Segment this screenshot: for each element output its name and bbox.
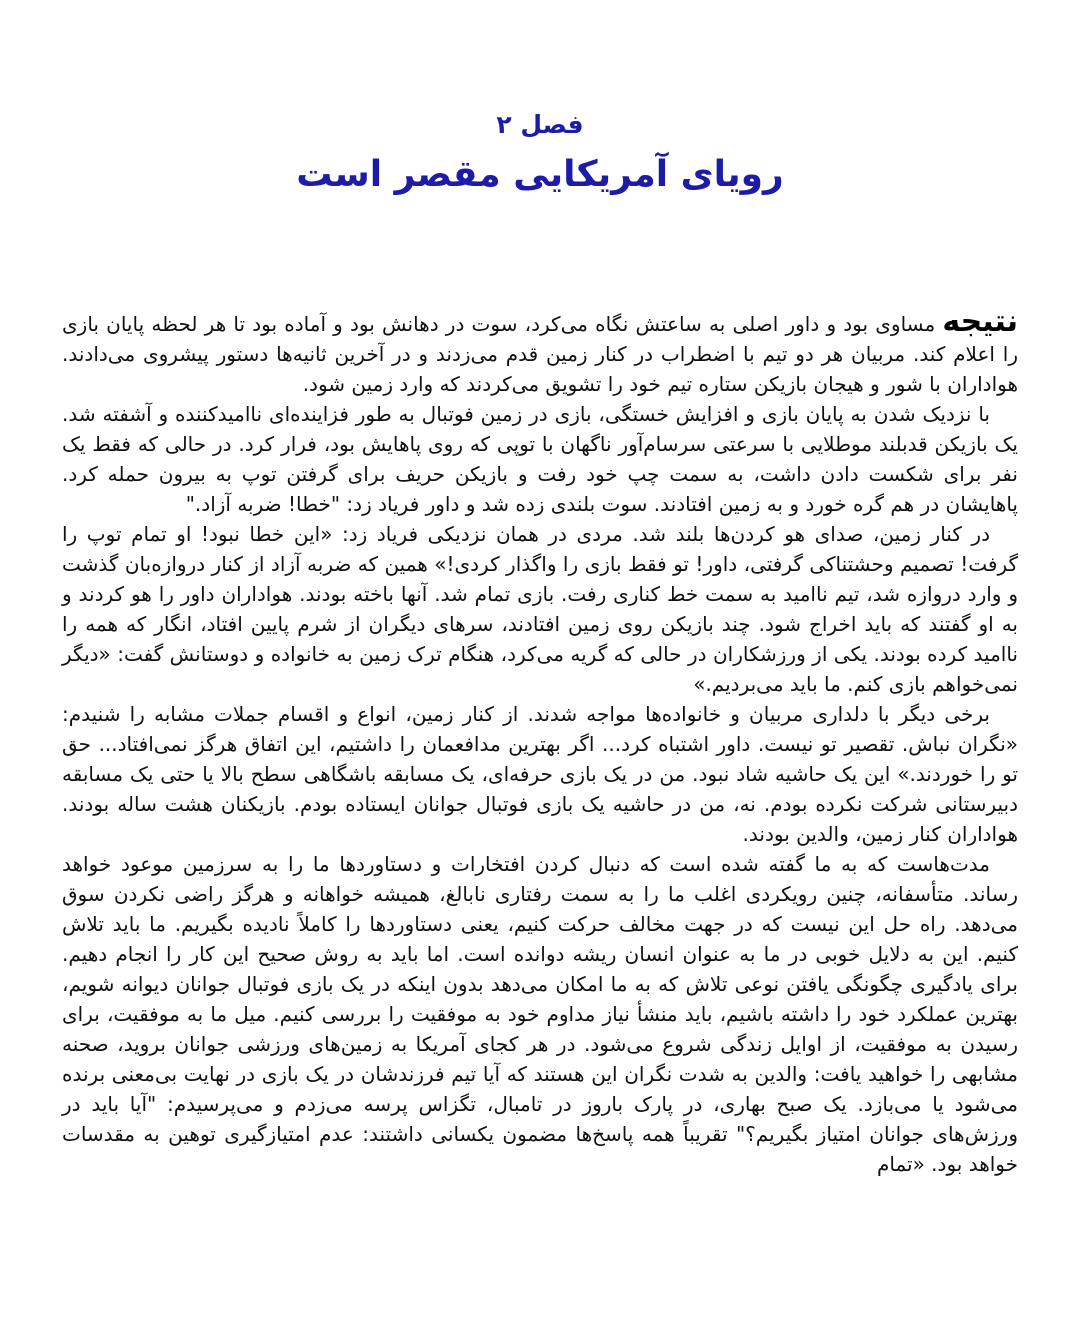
paragraph: با نزدیک شدن به پایان بازی و افزایش خستگی، بازی در زمین فوتبال به طور فزاینده‌ای ناامیدکننده و آشفته شد. یک بازیکن قدبلند موطلایی با سرعتی سرسام‌آور ناگهان با توپی که روی پاهایش بود، فرار کرد. در حالی که فقط یک نفر برای شکست دادن داشت، به سمت چپ خود رفت و بازیکن حریف برای گرفتن توپ به بیرون حمله کرد. پاهایشان در هم گره خورد و به زمین افتادند. سوت بلندی زده شد و داور فریاد زد: "خطا! ضربه آزاد." <box>62 402 1018 516</box>
body-text <box>62 304 1018 1179</box>
paragraph: نتیجه مساوی بود و داور اصلی به ساعتش نگاه می‌کرد، سوت در دهانش بود و آماده بود تا هر لحظه پایان بازی را اعلام کند. مربیان هر دو تیم با اضطراب در کنار زمین قدم می‌زدند و در آخرین ثانیه‌ها دستور پیشروی می‌دادند. هواداران با شور و هیجان بازیکن ستاره تیم خود را تشویق می‌کردند که وارد زمین شود. <box>62 304 1018 396</box>
page-title: رویای آمریکایی مقصر است <box>296 154 784 195</box>
paragraph: در کنار زمین، صدای هو کردن‌ها بلند شد. مردی در همان نزدیکی فریاد زد: «این خطا نبود! او تمام توپ را گرفت! تصمیم وحشتناکی گرفتی، داور! تو فقط بازی را واگذار کردی!» همین که ضربه آزاد از کنار دروازه‌بان گذشت و وارد دروازه شد، تیم ناامید به سمت خط کناری رفت. بازی تمام شد. آنها باخته بودند. هواداران داور را هو کردند و به او گفتند که باید اخراج شود. چند بازیکن روی زمین افتادند، سرهای دیگران از شرم پایین افتاد، انگار که همه را ناامید کرده بودند. یکی از ورزشکاران در حالی که گریه می‌کرد، هنگام ترک زمین به خانواده و دوستانش گفت: «دیگر نمی‌خواهم بازی کنم. ما باید می‌بردیم.» <box>62 522 1018 696</box>
paragraph: مدت‌هاست که به ما گفته شده است که دنبال کردن افتخارات و دستاوردها ما را به سرزمین موعود خواهد رساند. متأسفانه، چنین رویکردی اغلب ما را به سمت رفتاری نابالغ، همیشه خواهانه و هرگز راضی نکردن سوق می‌دهد. راه حل این نیست که در جهت مخالف حرکت کنیم، یعنی دستاوردها را کاملاً نادیده بگیریم. ما باید تلاش کنیم. این به دلایل خوبی در ما به عنوان انسان ریشه دوانده است. اما باید به روش صحیح این کار را انجام دهیم. برای یادگیری چگونگی یافتن نوعی تلاش که به ما امکان می‌دهد بدون اینکه در یک بازی فوتبال جوانان دیوانه شویم، بهترین عملکرد خود را داشته باشیم، باید منشأ نیاز مداوم خود به موفقیت را بررسی کنیم. میل ما به موفقیت، برای رسیدن به موفقیت، از اوایل زندگی شروع می‌شود. در هر کجای آمریکا به زمین‌های ورزشی جوانان بروید، صحنه مشابهی را خواهید یافت: والدین به شدت نگران این هستند که آیا تیم فرزندشان در یک بازی در نهایت بی‌معنی برنده می‌شود یا می‌بازد. یک صبح بهاری، در پارک باروز در تامبال، تگزاس پرسه می‌زدم و می‌پرسیدم: "آیا باید در ورزش‌های جوانان امتیاز بگیریم؟" تقریباً همه پاسخ‌ها مضمون یکسانی داشتند: عدم امتیازگیری توهین به مقدسات خواهد بود. «تمام <box>62 852 1018 1176</box>
paragraph: برخی دیگر با دلداری مربیان و خانواده‌ها مواجه شدند. از کنار زمین، انواع و اقسام جملات مشابه را شنیدم: «نگران نباش. تقصیر تو نیست. داور اشتباه کرد... اگر بهترین مدافعمان را داشتیم، این اتفاق هرگز نمی‌افتاد... حق تو را خوردند.» این یک حاشیه شاد نبود. من در یک بازی حرفه‌ای، یک مسابقه باشگاهی سطح بالا یا حتی یک مسابقه دبیرستانی شرکت نکرده بودم. نه، من در حاشیه یک بازی فوتبال جوانان ایستاده بودم. بازیکنان هشت ساله بودند. هواداران کنار زمین، والدین بودند. <box>62 702 1018 846</box>
chapter-label: فصل ۲ <box>496 110 584 139</box>
lead-word: نتیجه <box>942 304 1018 339</box>
